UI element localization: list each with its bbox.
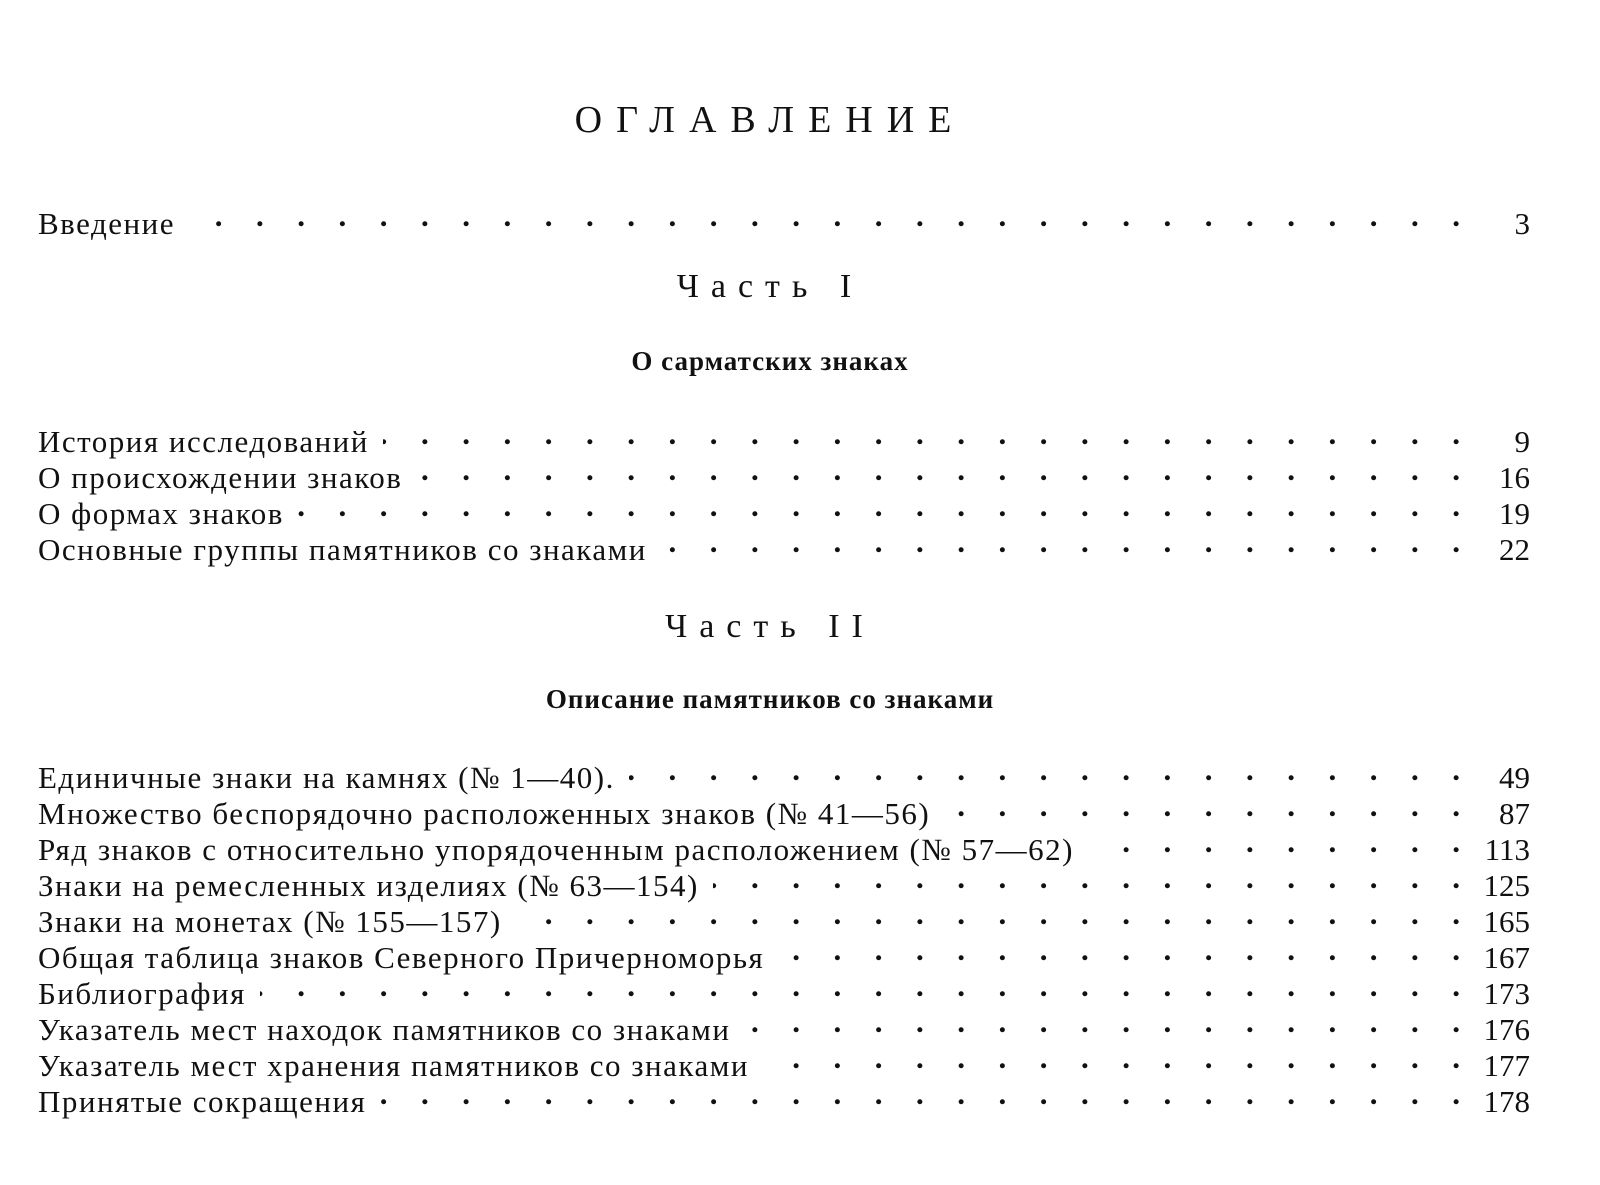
- toc-entry-label: О формах знаков: [38, 496, 284, 531]
- toc-leader-dots: [260, 968, 1466, 1004]
- toc-entry[interactable]: [38, 416, 1530, 459]
- toc-entry-label: Основные группы памятников со знаками: [38, 532, 647, 567]
- toc-entry-page-number: 87: [1499, 796, 1530, 831]
- toc-entry-page-number: 176: [1483, 1012, 1530, 1047]
- toc-entry[interactable]: [38, 1004, 1530, 1047]
- toc-leader-dots: [516, 896, 1466, 932]
- toc-entry-label: Принятые сокращения: [38, 1084, 367, 1119]
- toc-entry-page-number: 167: [1483, 940, 1530, 975]
- part1-list: [38, 416, 1530, 567]
- toc-entry[interactable]: [38, 968, 1530, 1011]
- toc-entry-page-number: 125: [1483, 868, 1530, 903]
- toc-entry-label: Знаки на монетах (№ 155—157): [38, 904, 502, 939]
- toc-leader-dots: [298, 488, 1466, 524]
- toc-entry[interactable]: [38, 752, 1530, 795]
- toc-leader-dots: [944, 788, 1466, 824]
- toc-entry-label: Библиография: [38, 976, 246, 1011]
- toc-entry-page-number: 3: [1514, 206, 1530, 241]
- toc-entry-label: Указатель мест хранения памятников со знаками: [38, 1048, 749, 1083]
- part2-subtitle: Описание памятников со знаками: [545, 684, 995, 714]
- toc-entry-page-number: 22: [1499, 532, 1530, 567]
- intro-list: [38, 198, 1530, 241]
- toc-entry-page-number: 19: [1499, 496, 1530, 531]
- part1-subtitle: О сарматских знаках: [631, 346, 909, 376]
- toc-entry-label: О происхождении знаков: [38, 460, 403, 495]
- part2-list: [38, 752, 1530, 1119]
- toc-leader-dots: [629, 752, 1466, 788]
- toc-entry-label: Введение: [38, 206, 175, 241]
- toc-entry-page-number: 165: [1483, 904, 1530, 939]
- toc-entry[interactable]: [38, 198, 1530, 241]
- toc-entry-page-number: 173: [1483, 976, 1530, 1011]
- toc-entry-page-number: 113: [1484, 832, 1530, 867]
- toc-leader-dots: [713, 860, 1466, 896]
- toc-leader-dots: [778, 932, 1466, 968]
- toc-leader-dots: [763, 1040, 1466, 1076]
- toc-leader-dots: [416, 452, 1466, 488]
- toc-entry-page-number: 16: [1499, 460, 1530, 495]
- toc-entry-label: Единичные знаки на камнях (№ 1—40).: [38, 760, 615, 795]
- toc-leader-dots: [189, 198, 1466, 234]
- toc-leader-dots: [1088, 824, 1466, 860]
- toc-leader-dots: [661, 524, 1466, 560]
- toc-leader-dots: [380, 1076, 1466, 1112]
- toc-entry-page-number: 9: [1514, 424, 1530, 459]
- part2-heading: Часть II: [665, 608, 875, 645]
- toc-leader-dots: [383, 416, 1466, 452]
- toc-entry-label: Множество беспорядочно расположенных знаков (№ 41—56): [38, 796, 931, 831]
- toc-entry-label: Общая таблица знаков Северного Причерноморья: [38, 940, 765, 975]
- toc-entry-label: Знаки на ремесленных изделиях (№ 63—154): [38, 868, 699, 903]
- toc-leader-dots: [745, 1004, 1467, 1040]
- toc-entry-label: Ряд знаков с относительно упорядоченным расположением (№ 57—62): [38, 832, 1074, 867]
- toc-entry-page-number: 49: [1499, 760, 1530, 795]
- toc-entry-label: Указатель мест находок памятников со знаками: [38, 1012, 731, 1047]
- toc-entry-page-number: 178: [1483, 1084, 1530, 1119]
- toc-entry-label: История исследований: [38, 424, 369, 459]
- toc-entry-page-number: 177: [1483, 1048, 1530, 1083]
- part1-heading: Часть I: [676, 268, 864, 305]
- page-title: ОГЛАВЛЕНИЕ: [574, 99, 966, 141]
